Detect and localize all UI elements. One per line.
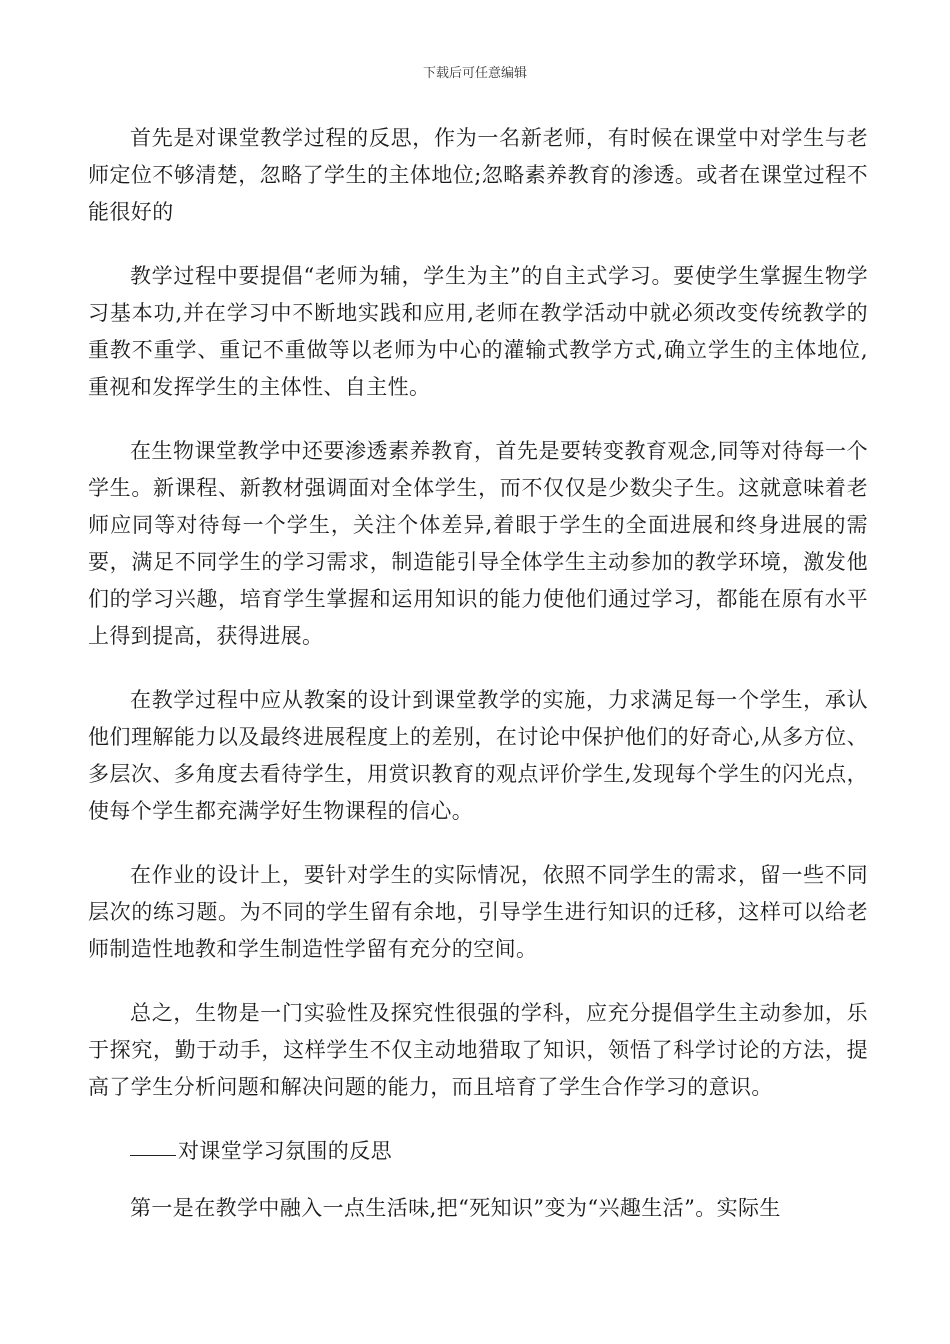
document-body bbox=[88, 120, 868, 1254]
paragraph: 教学过程中要提倡“老师为辅，学生为主”的自主式学习。要使学生掌握生物学习基本功,并在学习中不断地实践和应用,老师在教学活动中就必须改变传统教学的重教不重学、重记不重做等以老师为中心的灌输式教学方式,确立学生的主体地位,重视和发挥学生的主体性、自主性。 bbox=[88, 264, 868, 399]
paragraph: 总之，生物是一门实验性及探究性很强的学科，应充分提倡学生主动参加，乐于探究，勤于动手，这样学生不仅主动地猎取了知识，领悟了科学讨论的方法，提高了学生分析问题和解决问题的能力，而且培育了学生合作学习的意识。 bbox=[88, 1001, 868, 1099]
paragraph: 在作业的设计上，要针对学生的实际情况，依照不同学生的需求，留一些不同层次的练习题。为不同的学生留有余地，引导学生进行知识的迁移，这样可以给老师制造性地教和学生制造性学留有充分的空间。 bbox=[88, 863, 868, 961]
paragraph: 在教学过程中应从教案的设计到课堂教学的实施，力求满足每一个学生，承认他们理解能力以及最终进展程度上的差别，在讨论中保护他们的好奇心,从多方位、多层次、多角度去看待学生，用赏识教育的观点评价学生,发现每个学生的闪光点，使每个学生都充满学好生物课程的信心。 bbox=[88, 688, 868, 823]
page-header: 下载后可任意编辑 bbox=[422, 66, 527, 81]
section-heading bbox=[88, 1133, 868, 1170]
paragraph: 在生物课堂教学中还要渗透素养教育，首先是要转变教育观念,同等对待每一个学生。新课程、新教材强调面对全体学生，而不仅仅是少数尖子生。这就意味着老师应同等对待每一个学生，关注个体差异,着眼于学生的全面进展和终身进展的需要，满足不同学生的学习需求，制造能引导全体学生主动参加的教学环境，激发他们的学习兴趣，培育学生掌握和运用知识的能力使他们通过学习，都能在原有水平上得到提高，获得进展。 bbox=[88, 439, 868, 648]
paragraph: 第一是在教学中融入一点生活味,把“死知识”变为“兴趣生活”。实际生 bbox=[130, 1196, 781, 1220]
paragraph: 首先是对课堂教学过程的反思，作为一名新老师，有时候在课堂中对学生与老师定位不够清楚，忽略了学生的主体地位;忽略素养教育的渗透。或者在课堂过程不能很好的 bbox=[88, 126, 868, 224]
fill-in-blank-line bbox=[130, 1154, 176, 1156]
section-heading-text: 对课堂学习氛围的反思 bbox=[178, 1139, 392, 1163]
